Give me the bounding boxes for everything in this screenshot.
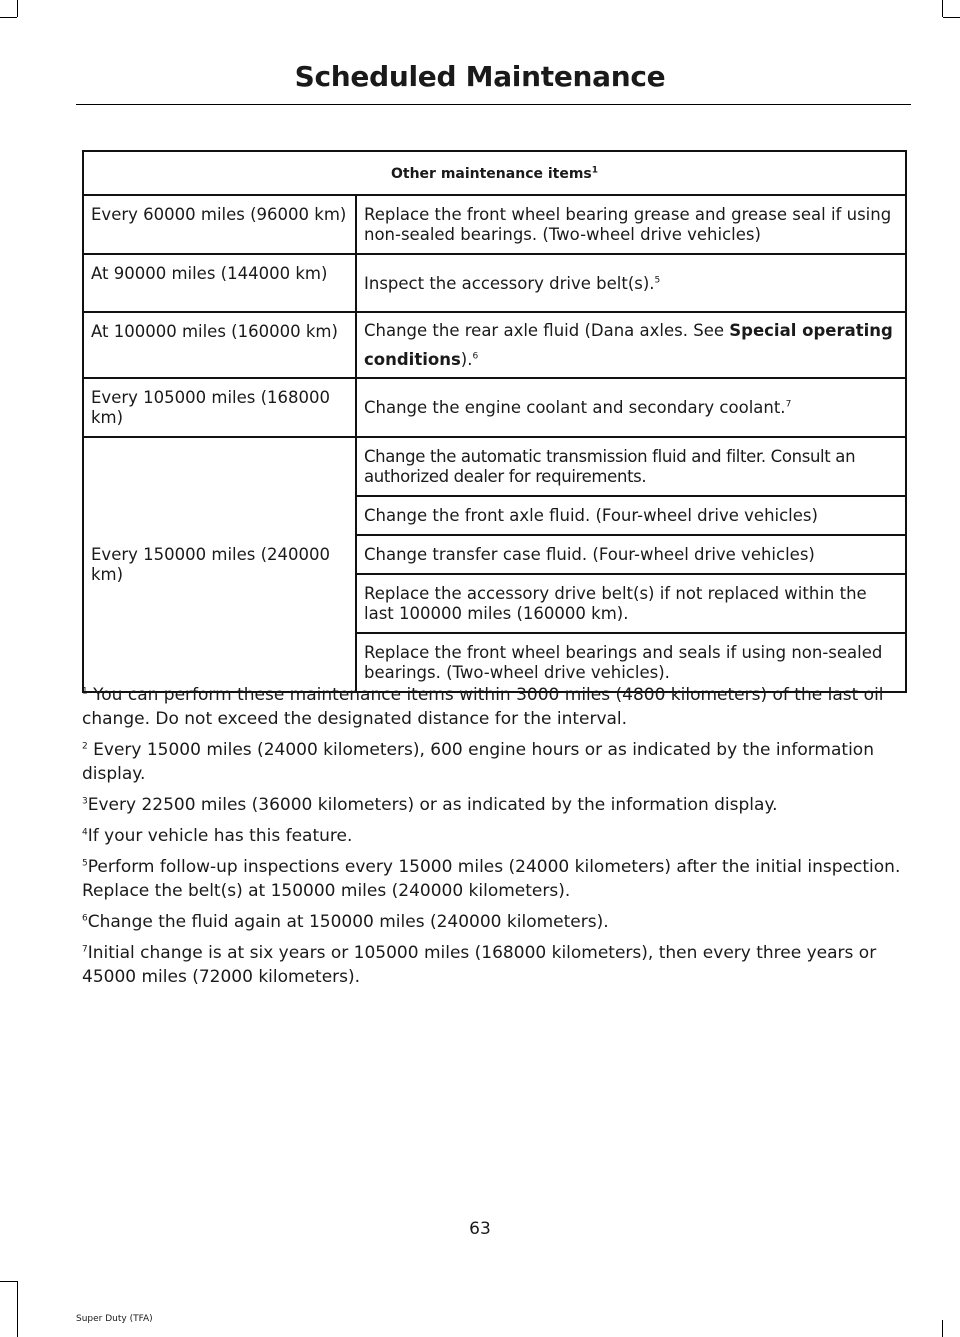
footnotes bbox=[82, 683, 910, 996]
action-cell: Change the front axle fluid. (Four-wheel drive vehicles) bbox=[356, 496, 906, 535]
maintenance-table bbox=[82, 150, 907, 693]
footnote: $^3$Every 22500 miles (36000 kilometers) or as indicated by the information display. bbox=[82, 795, 778, 815]
page-number: 63 bbox=[469, 1219, 491, 1239]
table-title: Other maintenance items$^1$ bbox=[83, 151, 906, 195]
action-cell: Replace the front wheel bearings and seals if using non-sealed bearings. (Two-wheel drive vehicles). bbox=[356, 633, 906, 692]
crop-mark bbox=[942, 0, 943, 17]
action-cell: Change the rear axle fluid (Dana axles. See Special operating conditions).$^6$ bbox=[356, 312, 906, 378]
action-cell: Change the automatic transmission fluid and filter. Consult an authorized dealer for requirements. bbox=[356, 437, 906, 496]
crop-mark bbox=[17, 1281, 18, 1337]
interval-cell: At 90000 miles (144000 km) bbox=[83, 254, 356, 312]
crop-mark bbox=[17, 0, 18, 17]
action-cell: Replace the front wheel bearing grease and grease seal if using non-sealed bearings. (Two-wheel drive vehicles) bbox=[356, 195, 906, 254]
footnote: $^2$ Every 15000 miles (24000 kilometers), 600 engine hours or as indicated by the information display. bbox=[82, 740, 874, 784]
table-row bbox=[83, 378, 906, 437]
table-row bbox=[83, 195, 906, 254]
footnote: $^5$Perform follow-up inspections every 15000 miles (24000 kilometers) after the initial inspection. Replace the belt(s) at 150000 miles (240000 kilometers). bbox=[82, 857, 901, 901]
interval-cell: Every 60000 miles (96000 km) bbox=[83, 195, 356, 254]
crop-mark bbox=[0, 1281, 17, 1282]
table-row bbox=[83, 437, 906, 496]
action-cell: Replace the accessory drive belt(s) if not replaced within the last 100000 miles (160000 km). bbox=[356, 574, 906, 633]
footnote: $^6$Change the fluid again at 150000 miles (240000 kilometers). bbox=[82, 912, 609, 932]
interval-cell: Every 150000 miles (240000 km) bbox=[83, 437, 356, 692]
page-title: Scheduled Maintenance bbox=[294, 60, 666, 93]
footer-label: Super Duty (TFA) bbox=[76, 1314, 153, 1324]
action-cell: Inspect the accessory drive belt(s).$^5$ bbox=[356, 254, 906, 312]
footnote: $^7$Initial change is at six years or 105000 miles (168000 kilometers), then every three years or 45000 miles (72000 kilometers). bbox=[82, 943, 877, 987]
action-cell: Change the engine coolant and secondary coolant.$^7$ bbox=[356, 378, 906, 437]
interval-cell: Every 105000 miles (168000 km) bbox=[83, 378, 356, 437]
footnote: $^4$If your vehicle has this feature. bbox=[82, 826, 353, 846]
interval-cell: At 100000 miles (160000 km) bbox=[83, 312, 356, 378]
table-header-row bbox=[83, 151, 906, 195]
action-cell: Change transfer case fluid. (Four-wheel drive vehicles) bbox=[356, 535, 906, 574]
header-divider bbox=[76, 104, 911, 105]
special-operating-conditions-link[interactable]: Special operating conditions bbox=[364, 321, 893, 369]
table-row bbox=[83, 254, 906, 312]
crop-mark bbox=[0, 17, 17, 18]
crop-mark bbox=[943, 17, 960, 18]
table-row bbox=[83, 312, 906, 378]
crop-mark bbox=[942, 1320, 943, 1337]
footnote: $^1$ You can perform these maintenance items within 3000 miles (4800 kilometers) of the last oil change. Do not exceed the designated distance for the interval. bbox=[82, 685, 884, 729]
